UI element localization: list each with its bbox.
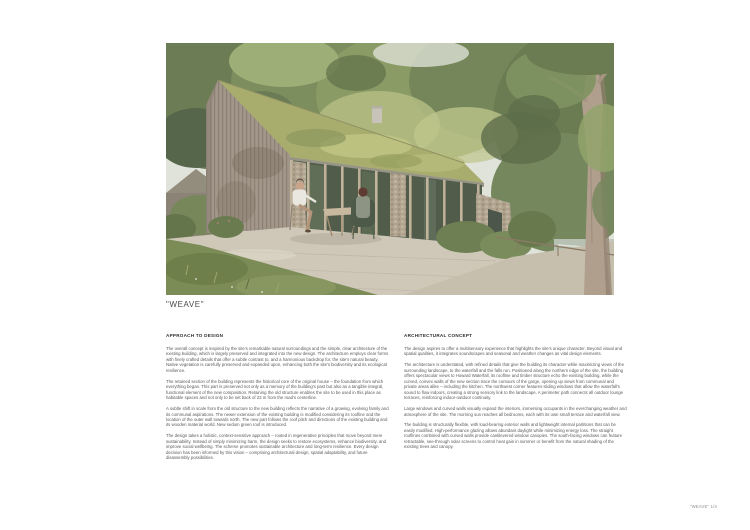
section-heading-approach: APPROACH TO DESIGN <box>166 333 224 338</box>
paragraph: The architecture is understated, with refined details that give the building its character while maximizing views of the surrounding landscape, to the waterfall and the falls run. Positioned along the northern edge of the site, the building offers spectacular views to Howard Waterfall, its roofline and timber structure echo the existing building, while the curved, convex walls of the new section trace the contours of the gorge, opening up views from communal and private areas alike – including the kitchen. The northwest corner features sliding windows that allow the waterfall's sound to flow indoors, creating a strong sensory link to the landscape. A perimeter path connects all outdoor lounge terraces, reinforcing indoor-outdoor continuity. <box>404 362 624 401</box>
hero-rendering-art <box>166 43 614 295</box>
page-number: "WEAVE" 1/4 <box>690 504 717 509</box>
section-approach-to-design <box>166 333 390 466</box>
page-title: "WEAVE" <box>166 300 205 309</box>
paragraph: The building is structurally flexible, with load-bearing exterior walls and lightweight internal partitions that can be easily modified. High-performance glazing allows abundant daylight while minimizing energy loss. The straight rooflines combined with curved walls provide cantilevered window canopies. The south-facing windows can feature retractable, see-through solar screens to control heat gain in summer or benefit from the natural shading of the existing trees and canopy. <box>404 422 622 450</box>
paragraph: Large windows and curved walls visually expand the interiors, immersing occupants in the everchanging weather and atmosphere of the site. The morning sun reaches all bedrooms, each with its own small terrace and waterfall view. <box>404 406 627 417</box>
paragraph: The design aspires to offer a multisensory experience that highlights the site's unique character. Beyond visual and spatial qualities, it integrates soundscapes and seasonal and weather changes as vital design elements. <box>404 346 623 357</box>
section-heading-concept: ARCHITECTURAL CONCEPT <box>404 333 473 338</box>
hero-rendering <box>166 43 614 295</box>
paragraph: The retained section of the building represents the historical core of the original house – the foundation from which everything began. This part is preserved not only as a memory of the building's past but also as a tangible integral, functional element of the new composition. Retaining the old structure enables the site to be used in this place as habitable spaces and not only to be set back of 23 m from the road's centerline. <box>166 378 384 401</box>
paragraph: The overall concept is inspired by the site's remarkable natural surroundings and the simple, clear architecture of the existing building, which is largely preserved and integrated into the new design. The architecture employs clear forms with finely crafted details that offer a subtle contrast to, and a harmonious backdrop for, the site's natural beauty. Native vegetation is carefully preserved and expanded upon, enhancing both the site's biodiversity and its ecological resilience. <box>166 346 389 373</box>
section-architectural-concept <box>404 333 628 455</box>
paragraph: A subtle shift in scale from the old structure to the new building reflects the narrative of a growing, evolving family and its communal aspirations. The newer extension of the existing building is modified considering its roofline and the location of the outer wall towards north. The new part follows the roof pitch and directions of the existing building and its wooden material world. New sedum green roof is introduced. <box>166 406 389 428</box>
paragraph: The design takes a holistic, context-sensitive approach – rooted in regenerative principles that move beyond mere sustainability. Instead of simply minimizing harm, the design seeks to restore ecosystems, enhance biodiversity, and improve social wellbeing. The scheme promotes sustainable architecture and long-term resilience. Every design decision has been informed by this vision – comprising architectural design, spatial adaptability, and future disassembly possibilities. <box>166 433 387 461</box>
